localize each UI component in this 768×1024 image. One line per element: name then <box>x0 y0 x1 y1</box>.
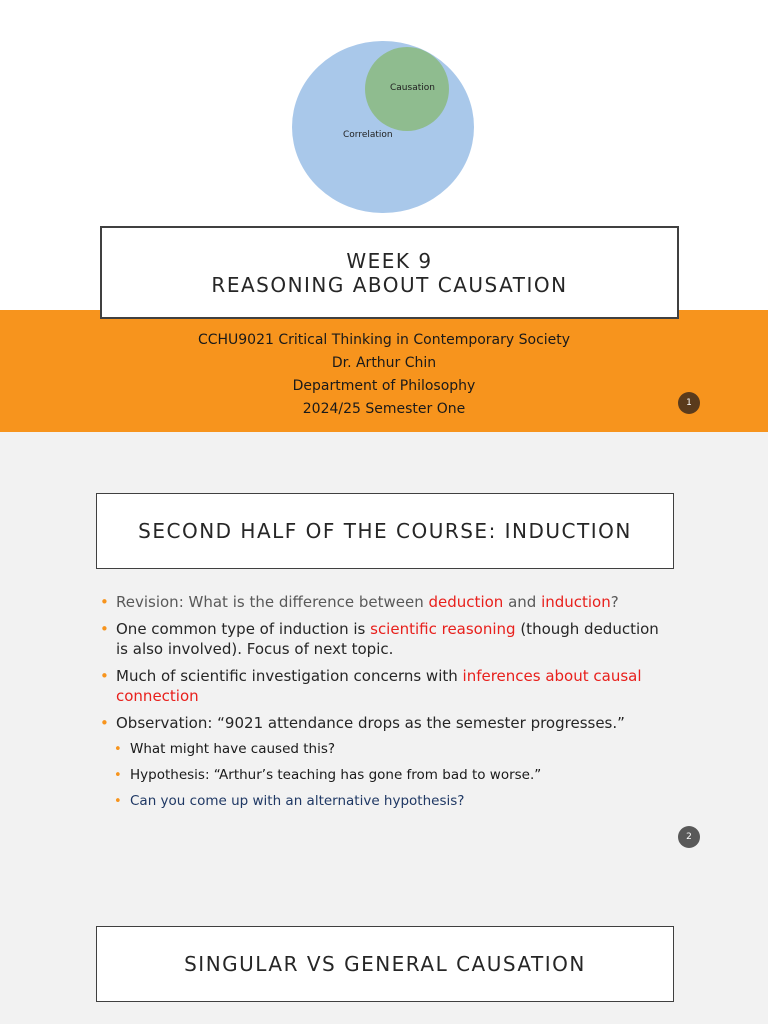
slide-3 <box>0 864 768 1024</box>
slide-1-title-line-1: WEEK 9 <box>346 248 433 273</box>
correlation-label: Correlation <box>343 130 393 140</box>
slide-3-title: SINGULAR VS GENERAL CAUSATION <box>96 926 674 1002</box>
slide-2-bullet-list <box>100 592 660 818</box>
term-scientific-reasoning: scientific reasoning <box>370 620 516 638</box>
slide-1-title-box <box>100 226 679 319</box>
venn-diagram <box>288 38 478 216</box>
slide-1-title-line-2: REASONING ABOUT CAUSATION <box>211 272 568 297</box>
causation-label: Causation <box>390 83 435 93</box>
bullet-observation: • Observation: “9021 attendance drops as the semester progresses.” <box>100 713 660 733</box>
sub-bullet-cause-question: • What might have caused this? <box>114 740 660 759</box>
term-causal-connection: inferences about causal connection <box>116 667 642 705</box>
bullet-revision: • Revision: What is the difference between deduction and induction? <box>100 592 660 612</box>
slide-1-page-number: 1 <box>678 392 700 414</box>
semester: 2024/25 Semester One <box>302 401 466 417</box>
department-name: Department of Philosophy <box>292 378 476 394</box>
sub-bullet-alternative-question: • Can you come up with an alternative hypothesis? <box>114 792 660 811</box>
slide-2-page-number: 2 <box>678 826 700 848</box>
term-deduction: deduction <box>428 593 504 611</box>
course-name: CCHU9021 Critical Thinking in Contemporary Society <box>197 332 571 348</box>
bullet-causal-connection: • Much of scientific investigation concerns with inferences about causal connection <box>100 666 660 706</box>
slide-1 <box>0 0 768 432</box>
slide-2 <box>0 432 768 864</box>
slide-2-title: SECOND HALF OF THE COURSE: INDUCTION <box>96 493 674 569</box>
venn-diagram-graphic <box>288 38 478 216</box>
lecturer-name: Dr. Arthur Chin <box>331 355 437 371</box>
term-induction: induction <box>541 593 611 611</box>
sub-bullet-hypothesis: • Hypothesis: “Arthur’s teaching has gone from bad to worse.” <box>114 766 660 785</box>
bullet-scientific-reasoning: • One common type of induction is scientific reasoning (though deduction is also involved). Focus of next topic. <box>100 619 660 659</box>
slide-1-subtitle <box>0 329 768 421</box>
